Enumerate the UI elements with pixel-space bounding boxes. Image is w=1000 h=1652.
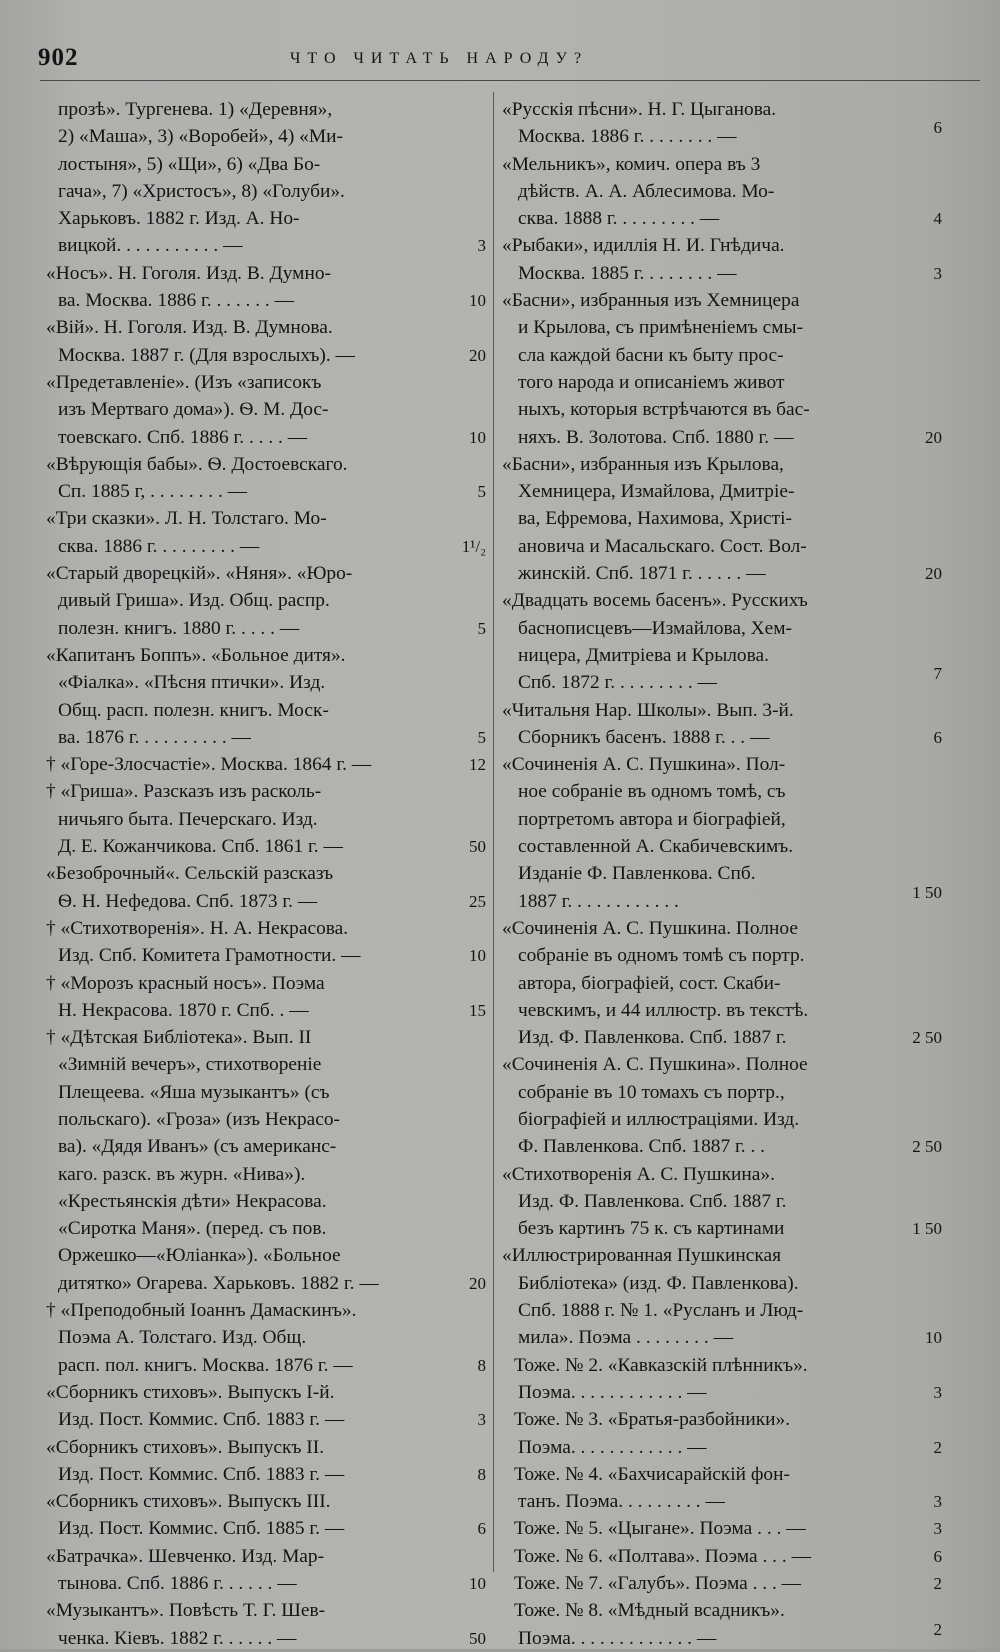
entry-price: 10 bbox=[469, 946, 486, 966]
entry-price: 8 bbox=[477, 1355, 486, 1375]
entry-text: «Сочиненія А. С. Пушкина». Полное bbox=[502, 1054, 808, 1076]
entry-text: Тоже. № 5. «Цыгане». Поэма . . . — bbox=[514, 1518, 806, 1540]
catalog-line bbox=[46, 751, 486, 778]
entry-text: Тоже. № 4. «Бахчисарайскій фон- bbox=[514, 1463, 790, 1485]
entry-text: † «Преподобный Іоаннъ Дамаскинъ». bbox=[46, 1300, 357, 1322]
entry-price: 12 bbox=[469, 755, 486, 775]
entry-text: ва, Ефремова, Нахимова, Христі- bbox=[518, 508, 792, 530]
entry-price: 6 bbox=[933, 118, 942, 138]
entry-text: «Вѣрующія бабы». Ѳ. Достоевскаго. bbox=[46, 453, 348, 475]
catalog-line bbox=[46, 232, 486, 259]
entry-text: изъ Мертваго дома»). Ѳ. М. Дос- bbox=[58, 399, 329, 421]
catalog-line bbox=[502, 615, 942, 642]
entry-text: Сборникъ басенъ. 1888 г. . . — bbox=[518, 726, 770, 748]
entry-price: 50 bbox=[469, 1628, 486, 1648]
catalog-line bbox=[502, 1352, 942, 1379]
catalog-line bbox=[502, 1488, 942, 1515]
catalog-line bbox=[502, 806, 942, 833]
catalog-line bbox=[502, 751, 942, 778]
catalog-line bbox=[46, 314, 486, 341]
catalog-line bbox=[46, 369, 486, 396]
entry-price: 25 bbox=[469, 891, 486, 911]
catalog-line bbox=[46, 697, 486, 724]
entry-price: 6 bbox=[933, 1546, 942, 1566]
entry-text: «Сочиненія А. С. Пушкина». Пол- bbox=[502, 754, 786, 776]
entry-text: «Крестьянскія дѣти» Некрасова. bbox=[58, 1190, 327, 1212]
catalog-line bbox=[502, 1570, 942, 1597]
entry-text: мила». Поэма . . . . . . . . — bbox=[518, 1327, 733, 1349]
catalog-line bbox=[46, 260, 486, 287]
catalog-line bbox=[502, 1461, 942, 1488]
entry-price: 8 bbox=[477, 1464, 486, 1484]
entry-text: «Носъ». Н. Гоголя. Изд. В. Думно- bbox=[46, 262, 331, 284]
entry-text: Ф. Павленкова. Спб. 1887 г. . . bbox=[518, 1136, 766, 1158]
entry-text: «Читальня Нар. Школы». Вып. 3-й. bbox=[502, 699, 794, 721]
column-divider bbox=[493, 92, 494, 1572]
entry-text: Москва. 1885 г. . . . . . . . — bbox=[518, 262, 737, 284]
catalog-line bbox=[46, 669, 486, 696]
catalog-line bbox=[502, 833, 942, 860]
catalog-line bbox=[46, 1488, 486, 1515]
catalog-line bbox=[46, 424, 486, 451]
entry-price: 6 bbox=[933, 727, 942, 747]
catalog-line bbox=[502, 1242, 942, 1269]
catalog-line bbox=[502, 697, 942, 724]
entry-text: † «Гриша». Разсказъ изъ расколь- bbox=[46, 781, 322, 803]
catalog-line bbox=[502, 1161, 942, 1188]
entry-text: Спб. 1888 г. № 1. «Русланъ и Люд- bbox=[518, 1300, 804, 1322]
entry-text: ва). «Дядя Иванъ» (съ американс- bbox=[58, 1136, 337, 1158]
running-title: ЧТО ЧИТАТЬ НАРОДУ? bbox=[290, 50, 589, 67]
entry-text: прозѣ». Тургенева. 1) «Деревня», bbox=[58, 99, 333, 120]
catalog-line bbox=[502, 587, 942, 614]
entry-price: 20 bbox=[925, 564, 942, 584]
catalog-line bbox=[502, 1106, 942, 1133]
catalog-line bbox=[502, 1515, 942, 1542]
catalog-line bbox=[46, 1597, 486, 1624]
entry-price: 3 bbox=[933, 1382, 942, 1402]
catalog-line bbox=[46, 1215, 486, 1242]
catalog-line bbox=[46, 1270, 486, 1297]
entry-text: † «Дѣтская Библіотека». Вып. II bbox=[46, 1027, 312, 1049]
entry-text: «Сочиненія А. С. Пушкина. Полное bbox=[502, 917, 798, 939]
entry-text: тынова. Спб. 1886 г. . . . . . — bbox=[58, 1573, 297, 1595]
catalog-line bbox=[502, 664, 942, 696]
entry-price: 3 bbox=[477, 1410, 486, 1430]
catalog-line bbox=[502, 1597, 942, 1624]
catalog-line bbox=[502, 1379, 942, 1406]
catalog-line bbox=[46, 505, 486, 532]
entry-text: Поэма. . . . . . . . . . . . . — bbox=[518, 1627, 717, 1649]
entry-text: 1887 г. . . . . . . . . . . . bbox=[518, 890, 679, 912]
catalog-line bbox=[502, 882, 942, 915]
entry-text: и Крылова, съ примѣненіемъ смы- bbox=[518, 317, 804, 339]
catalog-line bbox=[502, 1324, 942, 1351]
catalog-line bbox=[46, 833, 486, 860]
catalog-line bbox=[502, 396, 942, 423]
catalog-line bbox=[502, 151, 942, 178]
entry-text: сква. 1888 г. . . . . . . . . — bbox=[518, 208, 720, 230]
entry-text: Хемницера, Измайлова, Дмитріе- bbox=[518, 481, 795, 503]
catalog-line bbox=[502, 1051, 942, 1078]
entry-price: 7 bbox=[933, 664, 942, 684]
catalog-line bbox=[502, 1270, 942, 1297]
entry-price: 2 50 bbox=[912, 1137, 942, 1157]
catalog-line bbox=[502, 369, 942, 396]
entry-text: Изд. Ф. Павленкова. Спб. 1887 г. bbox=[518, 1190, 787, 1212]
entry-text: Ѳ. Н. Нефедова. Спб. 1873 г. — bbox=[58, 890, 318, 912]
entry-text: біографіей и иллюстраціями. Изд. bbox=[518, 1108, 800, 1130]
entry-price: 20 bbox=[469, 1273, 486, 1293]
catalog-line bbox=[502, 451, 942, 478]
catalog-line bbox=[502, 942, 942, 969]
entry-price: 1¹/₂ bbox=[461, 536, 486, 556]
entry-text: 2) «Маша», 3) «Воробей», 4) «Ми- bbox=[58, 126, 343, 148]
entry-text: Н. Некрасова. 1870 г. Спб. . — bbox=[58, 999, 309, 1021]
entry-text: Поэма. . . . . . . . . . . . — bbox=[518, 1381, 707, 1403]
right-column bbox=[502, 96, 942, 1652]
entry-text: составленной А. Скабичевскимъ. bbox=[518, 836, 794, 858]
catalog-line bbox=[46, 970, 486, 997]
catalog-line bbox=[46, 1106, 486, 1133]
catalog-line bbox=[46, 1242, 486, 1269]
entry-text: танъ. Поэма. . . . . . . . . — bbox=[518, 1491, 725, 1513]
catalog-line bbox=[502, 560, 942, 587]
catalog-line bbox=[46, 1625, 486, 1652]
catalog-line bbox=[46, 560, 486, 587]
entry-text: собраніе въ 10 томахъ съ портр., bbox=[518, 1081, 785, 1103]
catalog-line bbox=[502, 505, 942, 532]
catalog-line bbox=[502, 478, 942, 505]
entry-text: † «Морозъ красный носъ». Поэма bbox=[46, 972, 325, 994]
entry-text: † «Стихотворенія». Н. А. Некрасова. bbox=[46, 917, 349, 939]
entry-text: польскаго). «Гроза» (изъ Некрасо- bbox=[58, 1108, 341, 1130]
entry-text: Библіотека» (изд. Ф. Павленкова). bbox=[518, 1272, 799, 1294]
entry-text: ва. 1876 г. . . . . . . . . . — bbox=[58, 726, 251, 748]
entry-text: Общ. расп. полезн. книгъ. Моск- bbox=[58, 699, 329, 721]
entry-text: «Предетавленіе». (Изъ «записокъ bbox=[46, 371, 322, 393]
catalog-line bbox=[46, 205, 486, 232]
entry-price: 1 50 bbox=[912, 882, 942, 902]
catalog-line bbox=[46, 151, 486, 178]
catalog-line bbox=[46, 1434, 486, 1461]
entry-text: Москва. 1887 г. (Для взрослыхъ). — bbox=[58, 344, 355, 366]
entry-text: Оржешко—«Юліанка»). «Больное bbox=[58, 1245, 341, 1267]
entry-text: «Двадцать восемь басенъ». Русскихъ bbox=[502, 590, 808, 612]
catalog-line bbox=[46, 1461, 486, 1488]
entry-price: 5 bbox=[477, 482, 486, 502]
catalog-line bbox=[46, 724, 486, 751]
entry-price: 15 bbox=[469, 1000, 486, 1020]
catalog-line bbox=[502, 1215, 942, 1242]
entry-text: «Капитанъ Боппъ». «Больное дитя». bbox=[46, 644, 346, 666]
catalog-line bbox=[46, 1133, 486, 1160]
entry-price: 5 bbox=[477, 727, 486, 747]
catalog-line bbox=[502, 1188, 942, 1215]
entry-text: собраніе въ одномъ томѣ съ портр. bbox=[518, 945, 805, 967]
entry-text: ныхъ, которыя встрѣчаются въ бас- bbox=[518, 399, 810, 421]
left-column bbox=[46, 96, 486, 1652]
entry-price: 5 bbox=[477, 618, 486, 638]
entry-price: 2 bbox=[933, 1574, 942, 1594]
catalog-line bbox=[46, 1515, 486, 1542]
catalog-line bbox=[46, 888, 486, 915]
entry-text: чевскимъ, и 44 иллюстр. въ текстѣ. bbox=[518, 999, 809, 1021]
catalog-line bbox=[502, 860, 942, 887]
catalog-line bbox=[46, 342, 486, 369]
entry-text: «Зимній вечеръ», стихотвореніе bbox=[58, 1054, 322, 1076]
entry-text: ничьяго быта. Печерскаго. Изд. bbox=[58, 808, 318, 830]
catalog-line bbox=[46, 806, 486, 833]
entry-text: вицкой. . . . . . . . . . . — bbox=[58, 235, 243, 257]
catalog-line bbox=[46, 1188, 486, 1215]
catalog-line bbox=[502, 778, 942, 805]
entry-text: «Сборникъ стиховъ». Выпускъ II. bbox=[46, 1436, 325, 1458]
entry-text: безъ картинъ 75 к. съ картинами bbox=[518, 1218, 785, 1240]
catalog-line bbox=[502, 232, 942, 259]
catalog-line bbox=[46, 1161, 486, 1188]
entry-price: 10 bbox=[469, 291, 486, 311]
entry-text: «Три сказки». Л. Н. Толстаго. Мо- bbox=[46, 508, 327, 530]
entry-text: «Фіалка». «Пѣсня птички». Изд. bbox=[58, 672, 326, 694]
catalog-line bbox=[502, 724, 942, 751]
entry-text: Москва. 1886 г. . . . . . . . — bbox=[518, 126, 737, 148]
catalog-line bbox=[46, 287, 486, 314]
catalog-line bbox=[502, 642, 942, 669]
entry-text: «Басни», избранныя изъ Хемницера bbox=[502, 290, 800, 312]
entry-text: ное собраніе въ одномъ томѣ, съ bbox=[518, 781, 786, 803]
entry-text: «Безоброчный«. Сельскій разсказъ bbox=[46, 863, 334, 885]
entry-text: Изд. Пост. Коммис. Спб. 1883 г. — bbox=[58, 1463, 345, 1485]
catalog-line bbox=[46, 997, 486, 1024]
catalog-line bbox=[46, 1079, 486, 1106]
entry-text: ченка. Кіевъ. 1882 г. . . . . . — bbox=[58, 1627, 297, 1649]
entry-price: 6 bbox=[477, 1519, 486, 1539]
entry-text: «Рыбаки», идиллія Н. И. Гнѣдича. bbox=[502, 235, 785, 257]
entry-price: 3 bbox=[477, 236, 486, 256]
entry-text: Поэма. . . . . . . . . . . . — bbox=[518, 1436, 707, 1458]
entry-text: дѣйств. А. А. Аблесимова. Мо- bbox=[518, 180, 775, 202]
entry-text: ницера, Дмитріева и Крылова. bbox=[518, 644, 769, 666]
entry-text: Тоже. № 7. «Галубъ». Поэма . . . — bbox=[514, 1573, 802, 1595]
entry-text: сла каждой басни къ быту прос- bbox=[518, 344, 784, 366]
entry-price: 4 bbox=[933, 209, 942, 229]
entry-text: Харьковъ. 1882 г. Изд. А. Но- bbox=[58, 208, 300, 230]
catalog-line bbox=[502, 1079, 942, 1106]
catalog-line bbox=[502, 1543, 942, 1570]
entry-price: 2 bbox=[933, 1619, 942, 1639]
entry-text: «Батрачка». Шевченко. Изд. Мар- bbox=[46, 1545, 325, 1567]
catalog-line bbox=[46, 860, 486, 887]
entry-text: дитятко» Огарева. Харьковъ. 1882 г. — bbox=[58, 1272, 379, 1294]
catalog-line bbox=[46, 451, 486, 478]
entry-price: 2 50 bbox=[912, 1028, 942, 1048]
catalog-line bbox=[502, 1133, 942, 1160]
catalog-line bbox=[46, 178, 486, 205]
catalog-line bbox=[502, 205, 942, 232]
entry-text: «Мельникъ», комич. опера въ 3 bbox=[502, 153, 761, 175]
catalog-line bbox=[46, 1324, 486, 1351]
catalog-line bbox=[46, 96, 486, 123]
catalog-line bbox=[46, 1297, 486, 1324]
entry-text: † «Горе-Злосчастіе». Москва. 1864 г. — bbox=[46, 754, 372, 776]
entry-text: сква. 1886 г. . . . . . . . . — bbox=[58, 535, 260, 557]
catalog-line bbox=[46, 778, 486, 805]
entry-text: «Музыкантъ». Повѣсть Т. Г. Шев- bbox=[46, 1600, 326, 1622]
catalog-line bbox=[502, 533, 942, 560]
catalog-line bbox=[502, 1619, 942, 1652]
catalog-line bbox=[46, 642, 486, 669]
entry-text: Тоже. № 8. «Мѣдный всадникъ». bbox=[514, 1600, 785, 1622]
catalog-line bbox=[46, 915, 486, 942]
catalog-line bbox=[46, 478, 486, 505]
catalog-line bbox=[502, 287, 942, 314]
entry-text: «Сборникъ стиховъ». Выпускъ III. bbox=[46, 1491, 331, 1513]
entry-text: Изд. Пост. Коммис. Спб. 1883 г. — bbox=[58, 1409, 345, 1431]
entry-price: 3 bbox=[933, 263, 942, 283]
entry-text: ановича и Масальскаго. Сост. Вол- bbox=[518, 535, 807, 557]
catalog-line bbox=[502, 970, 942, 997]
entry-text: Сп. 1885 г, . . . . . . . . — bbox=[58, 481, 248, 503]
entry-text: Тоже. № 2. «Кавказскій плѣнникъ». bbox=[514, 1354, 808, 1376]
entry-text: «Сиротка Маня». (перед. съ пов. bbox=[58, 1218, 327, 1240]
catalog-line bbox=[502, 260, 942, 287]
entry-price: 3 bbox=[933, 1492, 942, 1512]
entry-text: портретомъ автора и біографіей, bbox=[518, 808, 786, 830]
catalog-line bbox=[46, 587, 486, 614]
entry-text: «Вій». Н. Гоголя. Изд. В. Думнова. bbox=[46, 317, 333, 339]
entry-text: «Иллюстрированная Пушкинская bbox=[502, 1245, 782, 1267]
header-rule bbox=[40, 80, 980, 81]
catalog-line bbox=[46, 396, 486, 423]
catalog-line bbox=[502, 342, 942, 369]
entry-price: 50 bbox=[469, 837, 486, 857]
entry-text: Спб. 1872 г. . . . . . . . . — bbox=[518, 672, 717, 694]
catalog-line bbox=[46, 123, 486, 150]
catalog-line bbox=[502, 178, 942, 205]
entry-text: каго. разск. въ журн. «Нива»). bbox=[58, 1163, 306, 1185]
catalog-line bbox=[502, 1024, 942, 1051]
entry-text: гача», 7) «Христосъ», 8) «Голуби». bbox=[58, 180, 345, 202]
catalog-line bbox=[46, 1379, 486, 1406]
entry-text: «Басни», избранныя изъ Крылова, bbox=[502, 453, 784, 475]
catalog-line bbox=[46, 942, 486, 969]
entry-text: Д. Е. Кожанчикова. Спб. 1861 г. — bbox=[58, 836, 343, 858]
entry-text: Плещеева. «Яша музыкантъ» (съ bbox=[58, 1081, 330, 1103]
entry-text: тоевскаго. Спб. 1886 г. . . . . — bbox=[58, 426, 308, 448]
catalog-line bbox=[502, 96, 942, 123]
entry-text: того народа и описаніемъ живот bbox=[518, 371, 785, 393]
catalog-line bbox=[502, 314, 942, 341]
entry-text: Изданіе Ф. Павленкова. Спб. bbox=[518, 863, 756, 885]
entry-text: Тоже. № 3. «Братья-разбойники». bbox=[514, 1409, 791, 1431]
entry-text: Поэма А. Толстаго. Изд. Общ. bbox=[58, 1327, 307, 1349]
entry-text: баснописцевъ—Измайлова, Хем- bbox=[518, 617, 793, 639]
catalog-line bbox=[46, 1352, 486, 1379]
entry-text: «Стихотворенія А. С. Пушкина». bbox=[502, 1163, 775, 1185]
catalog-line bbox=[502, 424, 942, 451]
catalog-line bbox=[46, 615, 486, 642]
catalog-line bbox=[46, 1051, 486, 1078]
entry-text: ва. Москва. 1886 г. . . . . . . — bbox=[58, 290, 295, 312]
entry-text: няхъ. В. Золотова. Спб. 1880 г. — bbox=[518, 426, 794, 448]
catalog-line bbox=[502, 1406, 942, 1433]
entry-price: 20 bbox=[925, 427, 942, 447]
catalog-line bbox=[46, 1543, 486, 1570]
catalog-line bbox=[502, 1434, 942, 1461]
entry-text: расп. пол. книгъ. Москва. 1876 г. — bbox=[58, 1354, 353, 1376]
catalog-line bbox=[502, 997, 942, 1024]
catalog-line bbox=[502, 915, 942, 942]
catalog-line bbox=[502, 118, 942, 150]
entry-price: 10 bbox=[925, 1328, 942, 1348]
entry-text: дивый Гриша». Изд. Общ. распр. bbox=[58, 590, 330, 612]
page-number: 902 bbox=[38, 44, 79, 71]
catalog-line bbox=[46, 1406, 486, 1433]
entry-price: 10 bbox=[469, 427, 486, 447]
catalog-line bbox=[46, 1024, 486, 1051]
entry-price: 3 bbox=[933, 1519, 942, 1539]
entry-price: 10 bbox=[469, 1574, 486, 1594]
entry-text: «Старый дворецкій». «Няня». «Юро- bbox=[46, 563, 353, 585]
entry-text: автора, біографіей, сост. Скаби- bbox=[518, 972, 781, 994]
entry-text: жинскій. Спб. 1871 г. . . . . . — bbox=[518, 563, 766, 585]
catalog-line bbox=[46, 533, 486, 560]
entry-text: Изд. Спб. Комитета Грамотности. — bbox=[58, 945, 361, 967]
catalog-line bbox=[46, 1570, 486, 1597]
entry-price: 20 bbox=[469, 345, 486, 365]
entry-price: 1 50 bbox=[912, 1219, 942, 1239]
entry-text: лостыня», 5) «Щи», 6) «Два Бо- bbox=[58, 153, 321, 175]
entry-text: Тоже. № 6. «Полтава». Поэма . . . — bbox=[514, 1545, 811, 1567]
catalog-line bbox=[502, 1297, 942, 1324]
entry-text: «Русскія пѣсни». Н. Г. Цыганова. bbox=[502, 99, 777, 120]
entry-text: «Сборникъ стиховъ». Выпускъ I-й. bbox=[46, 1381, 335, 1403]
entry-text: Изд. Ф. Павленкова. Спб. 1887 г. bbox=[518, 1027, 787, 1049]
entry-price: 2 bbox=[933, 1437, 942, 1457]
entry-text: полезн. книгъ. 1880 г. . . . . — bbox=[58, 617, 300, 639]
entry-text: Изд. Пост. Коммис. Спб. 1885 г. — bbox=[58, 1518, 345, 1540]
